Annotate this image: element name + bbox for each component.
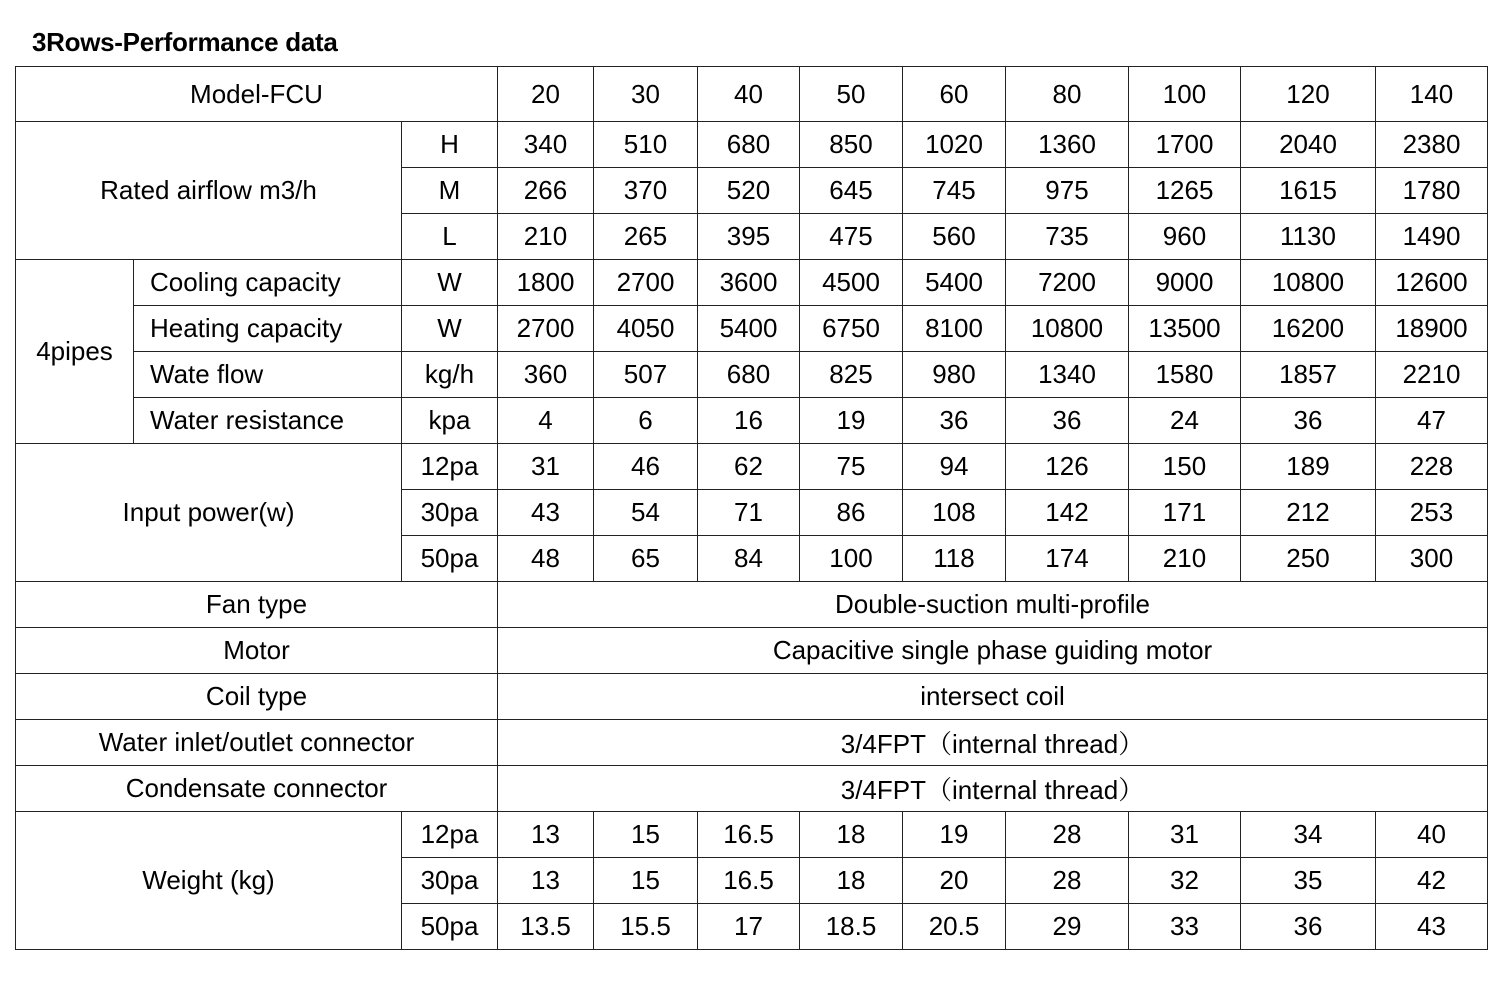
table-row — [16, 67, 1488, 122]
unit-label: kg/h — [402, 352, 498, 398]
value-cell: 13 — [498, 858, 594, 904]
value-cell: 36 — [903, 398, 1006, 444]
value-cell: 71 — [698, 490, 800, 536]
table-row — [16, 674, 1488, 720]
model-column-header: 40 — [698, 67, 800, 122]
value-cell: 62 — [698, 444, 800, 490]
value-cell: 510 — [594, 122, 698, 168]
value-cell: 645 — [800, 168, 903, 214]
value-cell: 108 — [903, 490, 1006, 536]
model-column-header: 120 — [1241, 67, 1376, 122]
value-cell: 18900 — [1376, 306, 1488, 352]
pipes-label: 4pipes — [16, 260, 134, 444]
value-cell: 84 — [698, 536, 800, 582]
value-cell: 680 — [698, 352, 800, 398]
sub-label: M — [402, 168, 498, 214]
model-column-header: 30 — [594, 67, 698, 122]
value-cell: 1615 — [1241, 168, 1376, 214]
value-cell: 980 — [903, 352, 1006, 398]
table-row — [16, 812, 1488, 858]
value-cell: 850 — [800, 122, 903, 168]
sub-label: H — [402, 122, 498, 168]
value-cell: 1020 — [903, 122, 1006, 168]
value-cell: 2700 — [498, 306, 594, 352]
value-cell: 28 — [1006, 812, 1129, 858]
value-cell: 118 — [903, 536, 1006, 582]
model-column-header: 60 — [903, 67, 1006, 122]
value-cell: 1800 — [498, 260, 594, 306]
model-column-header: 50 — [800, 67, 903, 122]
spec-value: Capacitive single phase guiding motor — [498, 628, 1488, 674]
value-cell: 19 — [800, 398, 903, 444]
value-cell: 1360 — [1006, 122, 1129, 168]
parameter-name: Wate flow — [134, 352, 402, 398]
value-cell: 29 — [1006, 904, 1129, 950]
table-row — [16, 582, 1488, 628]
value-cell: 171 — [1129, 490, 1241, 536]
value-cell: 253 — [1376, 490, 1488, 536]
value-cell: 36 — [1241, 904, 1376, 950]
value-cell: 370 — [594, 168, 698, 214]
value-cell: 960 — [1129, 214, 1241, 260]
parameter-name: Water resistance — [134, 398, 402, 444]
value-cell: 5400 — [698, 306, 800, 352]
value-cell: 1265 — [1129, 168, 1241, 214]
value-cell: 2210 — [1376, 352, 1488, 398]
value-cell: 212 — [1241, 490, 1376, 536]
value-cell: 1780 — [1376, 168, 1488, 214]
value-cell: 24 — [1129, 398, 1241, 444]
weight-label: Weight (kg) — [16, 812, 402, 950]
value-cell: 9000 — [1129, 260, 1241, 306]
value-cell: 20.5 — [903, 904, 1006, 950]
value-cell: 6 — [594, 398, 698, 444]
value-cell: 300 — [1376, 536, 1488, 582]
table-row — [16, 628, 1488, 674]
value-cell: 680 — [698, 122, 800, 168]
value-cell: 28 — [1006, 858, 1129, 904]
value-cell: 100 — [800, 536, 903, 582]
table-row — [16, 352, 1488, 398]
value-cell: 4500 — [800, 260, 903, 306]
value-cell: 265 — [594, 214, 698, 260]
value-cell: 174 — [1006, 536, 1129, 582]
value-cell: 1130 — [1241, 214, 1376, 260]
value-cell: 13500 — [1129, 306, 1241, 352]
sub-label: 50pa — [402, 536, 498, 582]
page-title: 3Rows-Performance data — [32, 27, 338, 57]
table-row — [16, 444, 1488, 490]
value-cell: 210 — [1129, 536, 1241, 582]
value-cell: 266 — [498, 168, 594, 214]
value-cell: 1700 — [1129, 122, 1241, 168]
value-cell: 18 — [800, 812, 903, 858]
value-cell: 520 — [698, 168, 800, 214]
model-column-header: 80 — [1006, 67, 1129, 122]
value-cell: 31 — [498, 444, 594, 490]
value-cell: 13 — [498, 812, 594, 858]
value-cell: 2040 — [1241, 122, 1376, 168]
value-cell: 20 — [903, 858, 1006, 904]
sub-label: 12pa — [402, 444, 498, 490]
value-cell: 48 — [498, 536, 594, 582]
value-cell: 250 — [1241, 536, 1376, 582]
value-cell: 15 — [594, 812, 698, 858]
spec-label: Motor — [16, 628, 498, 674]
value-cell: 507 — [594, 352, 698, 398]
spec-label: Coil type — [16, 674, 498, 720]
value-cell: 1857 — [1241, 352, 1376, 398]
value-cell: 2700 — [594, 260, 698, 306]
value-cell: 1490 — [1376, 214, 1488, 260]
spec-value: intersect coil — [498, 674, 1488, 720]
spec-label: Water inlet/outlet connector — [16, 720, 498, 766]
table-row — [16, 260, 1488, 306]
model-column-header: 100 — [1129, 67, 1241, 122]
input-power-label: Input power(w) — [16, 444, 402, 582]
table-row — [16, 766, 1488, 812]
value-cell: 360 — [498, 352, 594, 398]
value-cell: 43 — [1376, 904, 1488, 950]
value-cell: 189 — [1241, 444, 1376, 490]
sub-label: 30pa — [402, 858, 498, 904]
value-cell: 210 — [498, 214, 594, 260]
value-cell: 8100 — [903, 306, 1006, 352]
value-cell: 42 — [1376, 858, 1488, 904]
value-cell: 75 — [800, 444, 903, 490]
value-cell: 65 — [594, 536, 698, 582]
value-cell: 16.5 — [698, 858, 800, 904]
value-cell: 46 — [594, 444, 698, 490]
value-cell: 16 — [698, 398, 800, 444]
value-cell: 10800 — [1241, 260, 1376, 306]
value-cell: 31 — [1129, 812, 1241, 858]
unit-label: W — [402, 306, 498, 352]
value-cell: 47 — [1376, 398, 1488, 444]
value-cell: 10800 — [1006, 306, 1129, 352]
model-column-header: 140 — [1376, 67, 1488, 122]
spec-value: 3/4FPT（internal thread） — [498, 766, 1488, 812]
value-cell: 395 — [698, 214, 800, 260]
value-cell: 5400 — [903, 260, 1006, 306]
sub-label: 12pa — [402, 812, 498, 858]
value-cell: 18 — [800, 858, 903, 904]
unit-label: kpa — [402, 398, 498, 444]
value-cell: 15 — [594, 858, 698, 904]
sub-label: L — [402, 214, 498, 260]
spec-value: Double-suction multi-profile — [498, 582, 1488, 628]
value-cell: 16.5 — [698, 812, 800, 858]
table-row — [16, 398, 1488, 444]
value-cell: 36 — [1241, 398, 1376, 444]
value-cell: 126 — [1006, 444, 1129, 490]
table-row — [16, 306, 1488, 352]
value-cell: 825 — [800, 352, 903, 398]
value-cell: 228 — [1376, 444, 1488, 490]
value-cell: 34 — [1241, 812, 1376, 858]
value-cell: 150 — [1129, 444, 1241, 490]
table-row — [16, 122, 1488, 168]
value-cell: 7200 — [1006, 260, 1129, 306]
value-cell: 475 — [800, 214, 903, 260]
value-cell: 16200 — [1241, 306, 1376, 352]
model-column-header: 20 — [498, 67, 594, 122]
value-cell: 33 — [1129, 904, 1241, 950]
value-cell: 745 — [903, 168, 1006, 214]
value-cell: 15.5 — [594, 904, 698, 950]
spec-label: Condensate connector — [16, 766, 498, 812]
parameter-name: Cooling capacity — [134, 260, 402, 306]
value-cell: 40 — [1376, 812, 1488, 858]
airflow-label: Rated airflow m3/h — [16, 122, 402, 260]
value-cell: 54 — [594, 490, 698, 536]
value-cell: 735 — [1006, 214, 1129, 260]
value-cell: 4050 — [594, 306, 698, 352]
spec-value: 3/4FPT（internal thread） — [498, 720, 1488, 766]
value-cell: 3600 — [698, 260, 800, 306]
value-cell: 43 — [498, 490, 594, 536]
value-cell: 35 — [1241, 858, 1376, 904]
value-cell: 32 — [1129, 858, 1241, 904]
value-cell: 94 — [903, 444, 1006, 490]
performance-table — [15, 66, 1488, 950]
value-cell: 4 — [498, 398, 594, 444]
value-cell: 13.5 — [498, 904, 594, 950]
table-row — [16, 720, 1488, 766]
parameter-name: Heating capacity — [134, 306, 402, 352]
value-cell: 560 — [903, 214, 1006, 260]
value-cell: 340 — [498, 122, 594, 168]
value-cell: 975 — [1006, 168, 1129, 214]
value-cell: 142 — [1006, 490, 1129, 536]
value-cell: 2380 — [1376, 122, 1488, 168]
sub-label: 50pa — [402, 904, 498, 950]
model-header: Model-FCU — [16, 67, 498, 122]
value-cell: 36 — [1006, 398, 1129, 444]
value-cell: 1340 — [1006, 352, 1129, 398]
spec-label: Fan type — [16, 582, 498, 628]
value-cell: 1580 — [1129, 352, 1241, 398]
value-cell: 19 — [903, 812, 1006, 858]
value-cell: 18.5 — [800, 904, 903, 950]
sub-label: 30pa — [402, 490, 498, 536]
value-cell: 6750 — [800, 306, 903, 352]
value-cell: 12600 — [1376, 260, 1488, 306]
unit-label: W — [402, 260, 498, 306]
value-cell: 86 — [800, 490, 903, 536]
value-cell: 17 — [698, 904, 800, 950]
